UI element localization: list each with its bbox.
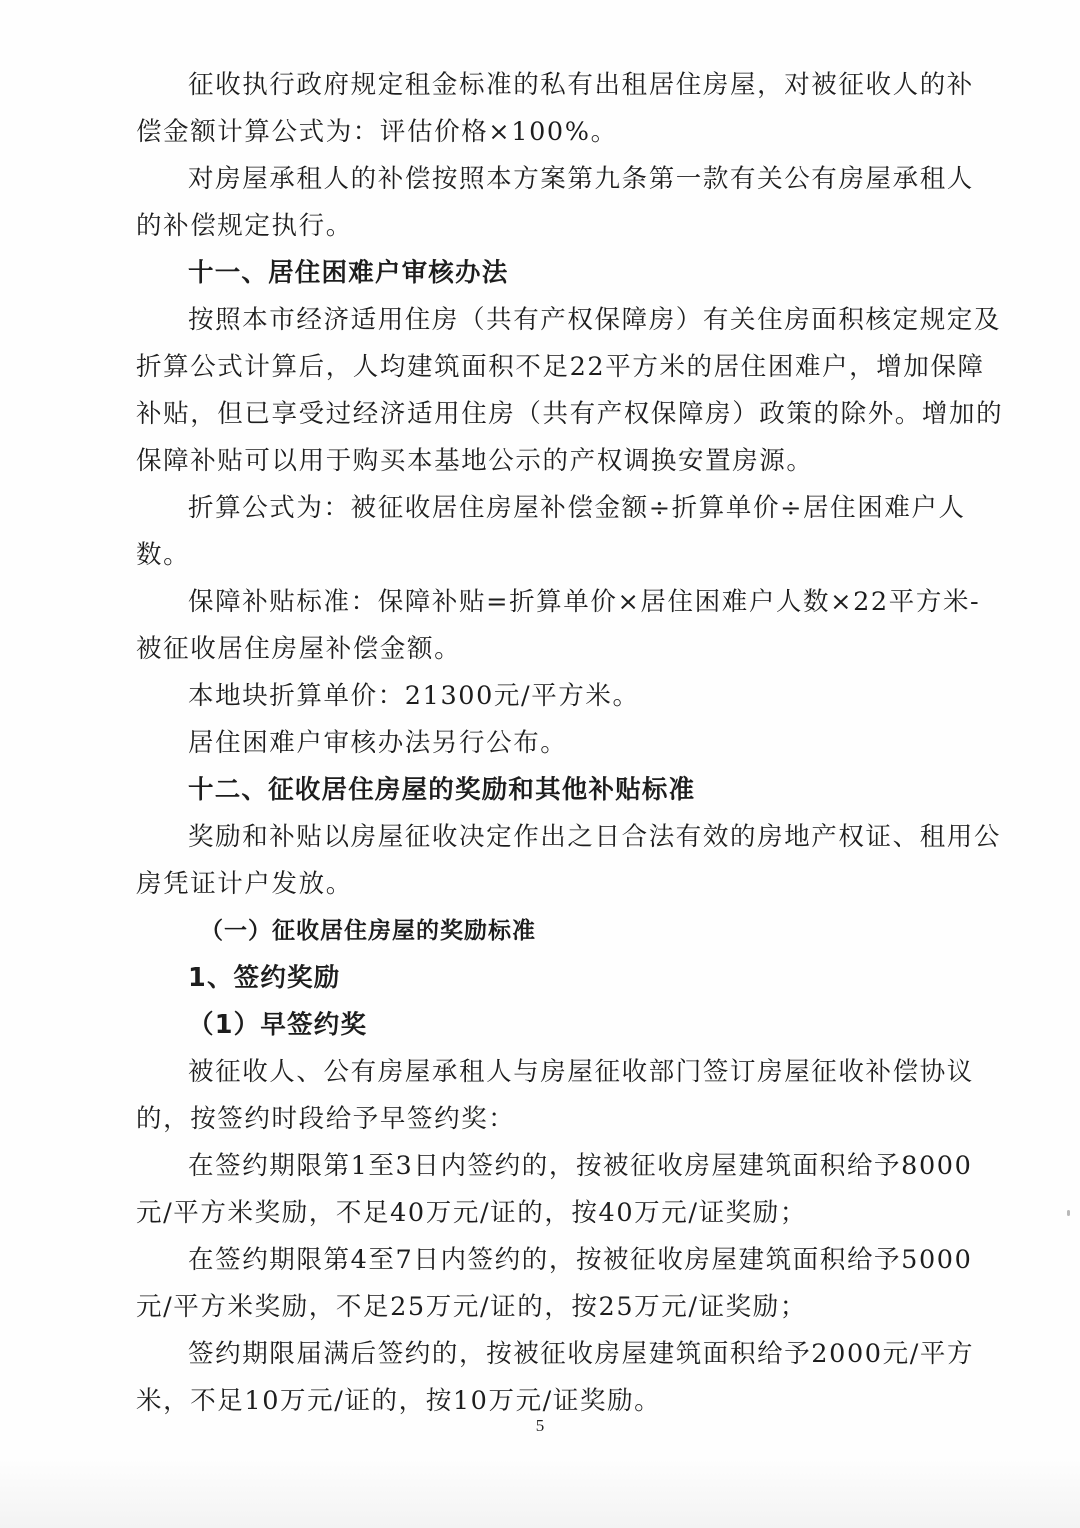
paragraph-line: 保障补贴标准：保障补贴=折算单价×居住困难户人数×22平方米- bbox=[188, 587, 981, 617]
scan-speck bbox=[1067, 1210, 1070, 1216]
paragraph-line: 被征收居住房屋补偿金额。 bbox=[136, 634, 462, 664]
paragraph-line: 房凭证计户发放。 bbox=[136, 869, 353, 899]
item-heading: 1、签约奖励 bbox=[188, 963, 341, 993]
paragraph-line: 的补偿规定执行。 bbox=[136, 211, 353, 241]
paragraph-line: 元/平方米奖励，不足40万元/证的，按40万元/证奖励； bbox=[136, 1198, 807, 1228]
paragraph-line: 征收执行政府规定租金标准的私有出租居住房屋，对被征收人的补 bbox=[188, 70, 974, 100]
paragraph-line: 补贴，但已享受过经济适用住房（共有产权保障房）政策的除外。增加的 bbox=[136, 399, 1004, 429]
section-heading-11: 十一、居住困难户审核办法 bbox=[188, 258, 509, 288]
paragraph-line: 奖励和补贴以房屋征收决定作出之日合法有效的房地产权证、租用公 bbox=[188, 822, 1002, 852]
paragraph-line: 米，不足10万元/证的，按10万元/证奖励。 bbox=[136, 1386, 662, 1416]
paragraph-line: 签约期限届满后签约的，按被征收房屋建筑面积给予2000元/平方 bbox=[188, 1339, 975, 1369]
paragraph-line: 保障补贴可以用于购买本基地公示的产权调换安置房源。 bbox=[136, 446, 814, 476]
paragraph-line: 偿金额计算公式为：评估价格×100%。 bbox=[136, 117, 618, 147]
paragraph-line: 按照本市经济适用住房（共有产权保障房）有关住房面积核定规定及 bbox=[188, 305, 1002, 335]
paragraph-line: 折算公式计算后，人均建筑面积不足22平方米的居住困难户，增加保障 bbox=[136, 352, 985, 382]
document-body bbox=[136, 62, 1004, 1425]
section-heading-12: 十二、征收居住房屋的奖励和其他补贴标准 bbox=[188, 775, 696, 805]
paragraph-line: 本地块折算单价：21300元/平方米。 bbox=[188, 681, 640, 711]
scan-shadow bbox=[0, 1458, 1080, 1528]
paragraph-line: 在签约期限第1至3日内签约的，按被征收房屋建筑面积给予8000 bbox=[188, 1151, 973, 1181]
paragraph-line: 的，按签约时段给予早签约奖： bbox=[136, 1104, 516, 1134]
paragraph-line: 在签约期限第4至7日内签约的，按被征收房屋建筑面积给予5000 bbox=[188, 1245, 973, 1275]
subitem-heading: （1）早签约奖 bbox=[188, 1010, 368, 1040]
paragraph-line: 元/平方米奖励，不足25万元/证的，按25万元/证奖励； bbox=[136, 1292, 807, 1322]
paragraph-line: 数。 bbox=[136, 540, 191, 570]
paragraph-line: 被征收人、公有房屋承租人与房屋征收部门签订房屋征收补偿协议 bbox=[188, 1057, 974, 1087]
subsection-heading: （一）征收居住房屋的奖励标准 bbox=[200, 918, 536, 944]
page-number: 5 bbox=[535, 1416, 545, 1435]
paragraph-line: 对房屋承租人的补偿按照本方案第九条第一款有关公有房屋承租人 bbox=[188, 164, 974, 194]
paragraph-line: 居住困难户审核办法另行公布。 bbox=[188, 728, 568, 758]
paragraph-line: 折算公式为：被征收居住房屋补偿金额÷折算单价÷居住困难户人 bbox=[188, 493, 966, 523]
